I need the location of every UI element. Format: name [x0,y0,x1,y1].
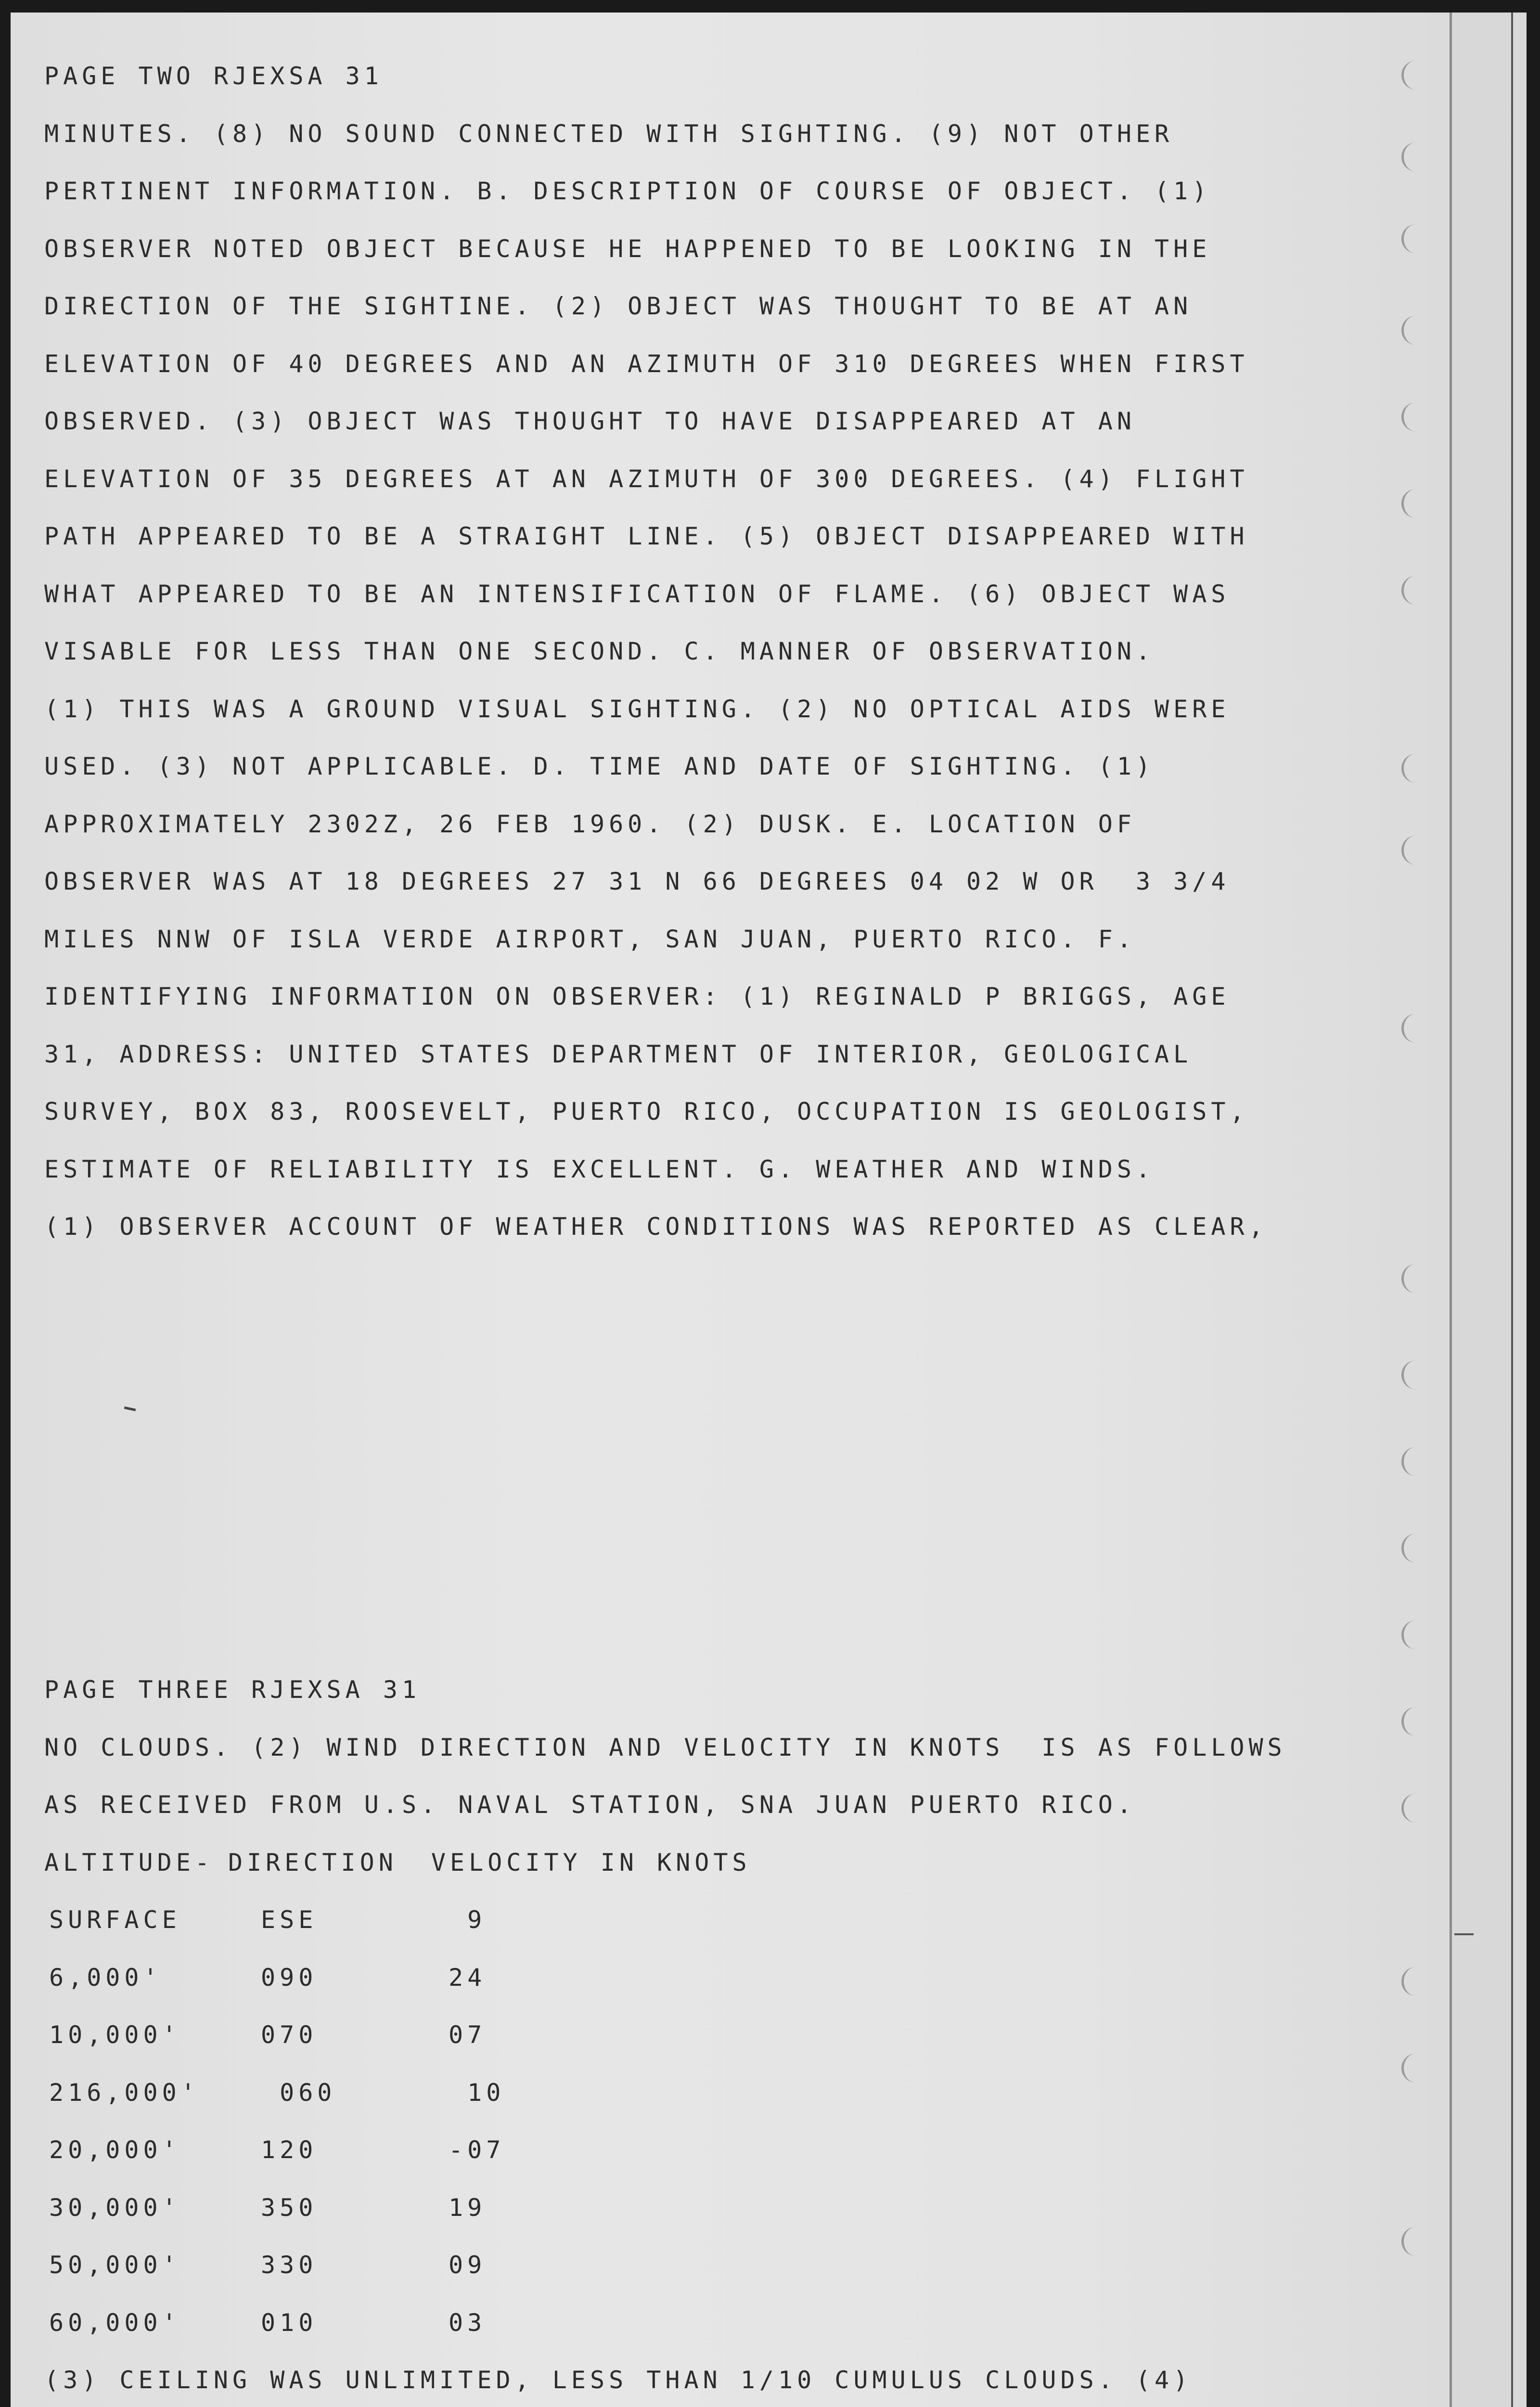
feed-hole-mark [1401,1967,1416,1996]
feed-hole-mark [1401,142,1416,171]
page-two-header: PAGE TWO RJEXSA 31 [44,62,383,90]
feed-hole-mark [1401,754,1416,783]
velocity-cell: 03 [449,2308,487,2337]
wind-table-header-row: ALTITUDE - DIRECTION VELOCITY IN KNOTS [44,1838,1392,1896]
text-line: SURVEY, BOX 83, ROOSEVELT, PUERTO RICO, OCCUPATION IS GEOLOGIST, [44,1098,1249,1126]
text-line: (3) CEILING WAS UNLIMITED, LESS THAN 1/10 CUMULUS CLOUDS. (4) [44,2366,1193,2394]
header-direction: DIRECTION [228,1848,398,1876]
table-row [44,2069,1392,2126]
text-line: USED. (3) NOT APPLICABLE. D. TIME AND DATE OF SIGHTING. (1) [44,752,1155,780]
feed-hole-mark [1401,1014,1416,1043]
table-row [44,2011,1392,2069]
direction-cell: 330 [261,2251,318,2279]
feed-hole-mark [1401,61,1416,90]
text-line: OBSERVED. (3) OBJECT WAS THOUGHT TO HAVE DISAPPEARED AT AN [44,407,1136,435]
text-line: OBSERVER NOTED OBJECT BECAUSE HE HAPPENED TO BE LOOKING IN THE [44,234,1211,263]
velocity-cell: 10 [449,2078,505,2107]
altitude-cell: 10,000' [49,2021,181,2049]
text-line: APPROXIMATELY 2302Z, 26 FEB 1960. (2) DUSK. E. LOCATION OF [44,810,1136,838]
text-line: (1) THIS WAS A GROUND VISUAL SIGHTING. (2) NO OPTICAL AIDS WERE [44,695,1230,723]
altitude-cell: 6,000' [49,1963,162,1992]
direction-cell: 120 [261,2136,318,2164]
edge-tab-mark [1454,1933,1474,1935]
table-row [44,2299,1392,2356]
table-row [44,2126,1392,2184]
text-line: ELEVATION OF 40 DEGREES AND AN AZIMUTH OF 310 DEGREES WHEN FIRST [44,349,1249,378]
text-line: OBSERVER WAS AT 18 DEGREES 27 31 N 66 DEGREES 04 02 W OR 3 3/4 [44,867,1230,895]
text-line: VISABLE FOR LESS THAN ONE SECOND. C. MANNER OF OBSERVATION. [44,637,1155,665]
direction-cell: ESE [261,1906,318,1934]
feed-hole-mark [1401,1447,1416,1476]
text-line: (1) OBSERVER ACCOUNT OF WEATHER CONDITIONS WAS REPORTED AS CLEAR, [44,1213,1268,1241]
altitude-cell: 20,000' [49,2136,181,2164]
page-edge-strip [1450,13,1510,2407]
velocity-cell: 19 [449,2193,487,2222]
table-row [44,1954,1392,2011]
direction-cell: 090 [261,1963,318,1992]
text-line: MINUTES. (8) NO SOUND CONNECTED WITH SIGHTING. (9) NOT OTHER [44,119,1174,148]
table-row [44,1896,1392,1954]
feed-hole-mark [1401,836,1416,865]
wind-table [44,1838,1392,2356]
altitude-cell: 30,000' [49,2193,181,2222]
velocity-cell: 09 [449,2251,487,2279]
velocity-cell: 07 [449,2021,487,2049]
feed-hole-mark [1401,1620,1416,1649]
feed-hole-mark [1401,1534,1416,1563]
text-line: 31, ADDRESS: UNITED STATES DEPARTMENT OF INTERIOR, GEOLOGICAL [44,1040,1193,1068]
text-line: WHAT APPEARED TO BE AN INTENSIFICATION OF FLAME. (6) OBJECT WAS [44,580,1230,608]
altitude-cell: 50,000' [49,2251,181,2279]
velocity-cell: 24 [449,1963,487,1992]
feed-hole-mark [1401,316,1416,345]
text-line: NO CLOUDS. (2) WIND DIRECTION AND VELOCITY IN KNOTS IS AS FOLLOWS [44,1733,1286,1761]
direction-cell: 060 [261,2078,336,2107]
page-two-text [44,52,1392,1260]
feed-hole-mark [1401,576,1416,605]
text-line: DIRECTION OF THE SIGHTINE. (2) OBJECT WAS THOUGHT TO BE AT AN [44,292,1193,320]
altitude-cell: SURFACE [49,1906,181,1934]
text-line: PATH APPEARED TO BE A STRAIGHT LINE. (5) OBJECT DISAPPEARED WITH [44,522,1249,550]
altitude-cell: 216,000' [49,2078,200,2107]
table-row [44,2241,1392,2299]
feed-hole-mark [1401,2227,1416,2256]
page-three-header: PAGE THREE RJEXSA 31 [44,1676,421,1704]
text-line: ESTIMATE OF RELIABILITY IS EXCELLENT. G. WEATHER AND WINDS. [44,1155,1155,1183]
text-line: MILES NNW OF ISLA VERDE AIRPORT, SAN JUAN, PUERTO RICO. F. [44,925,1136,953]
feed-hole-mark [1401,1264,1416,1293]
feed-hole-mark [1401,1360,1416,1389]
feed-hole-mark [1401,224,1416,253]
feed-hole-mark [1401,1707,1416,1736]
header-altitude: ALTITUDE [44,1848,195,1876]
altitude-cell: 60,000' [49,2308,181,2337]
direction-cell: 070 [261,2021,318,2049]
text-line: PERTINENT INFORMATION. B. DESCRIPTION OF COURSE OF OBJECT. (1) [44,177,1211,205]
text-line: AS RECEIVED FROM U.S. NAVAL STATION, SNA JUAN PUERTO RICO. [44,1791,1136,1819]
feed-hole-mark [1401,402,1416,431]
direction-cell: 010 [261,2308,318,2337]
feed-hole-mark [1401,2054,1416,2083]
text-line: IDENTIFYING INFORMATION ON OBSERVER: (1) REGINALD P BRIGGS, AGE [44,983,1230,1010]
feed-hole-mark [1401,1794,1416,1823]
text-line: ELEVATION OF 35 DEGREES AT AN AZIMUTH OF 300 DEGREES. (4) FLIGHT [44,465,1249,493]
header-velocity: VELOCITY IN KNOTS [431,1848,751,1876]
page-edge-line [1511,13,1513,2407]
velocity-cell: -07 [449,2136,505,2164]
velocity-cell: 9 [449,1906,487,1934]
feed-hole-mark [1401,489,1416,518]
table-row [44,2184,1392,2241]
page-three-text [44,1666,1392,2407]
direction-cell: 350 [261,2193,318,2222]
